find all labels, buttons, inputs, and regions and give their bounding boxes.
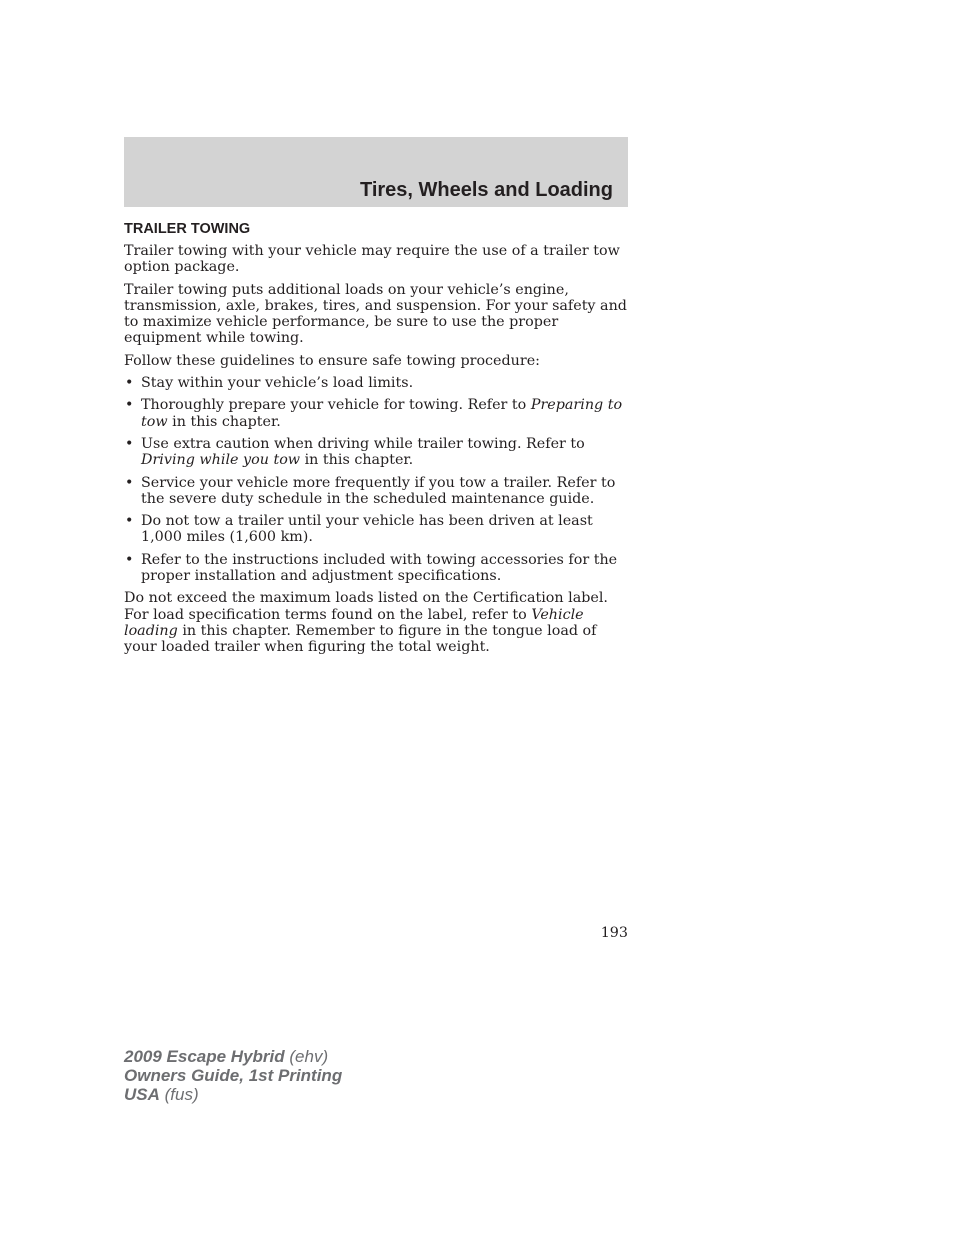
list-item xyxy=(124,375,628,391)
chapter-header-band xyxy=(124,137,628,207)
bullet-text: Use extra caution when driving while trailer towing. Refer to xyxy=(141,435,585,452)
footer-line-market xyxy=(124,1085,342,1104)
guidelines-list xyxy=(124,375,628,584)
footer-market-code: (fus) xyxy=(159,1085,199,1104)
list-item xyxy=(124,513,628,546)
list-item xyxy=(124,436,628,469)
footer-market: USA xyxy=(124,1085,160,1104)
bullet-text: Stay within your vehicle’s load limits. xyxy=(141,375,414,392)
cross-reference: Preparing to tow xyxy=(141,397,623,430)
list-item xyxy=(124,475,628,508)
bullet-text: in this chapter. xyxy=(167,413,281,430)
loads-paragraph: Trailer towing puts additional loads on your vehicle’s engine, transmission, axle, brakes, tires, and suspension. For your safety and to maximize vehicle performance, be sure to use the proper equipment while towing. xyxy=(124,281,627,347)
list-item xyxy=(124,552,628,585)
guidelines-lead: Follow these guidelines to ensure safe towing procedure: xyxy=(124,352,540,369)
closing-paragraph xyxy=(124,590,628,655)
chapter-title: Tires, Wheels and Loading xyxy=(359,179,613,201)
footer-line-model xyxy=(124,1047,342,1066)
closing-text: in this chapter. Remember to figure in the tongue load of your loaded trailer when figuring the total weight. xyxy=(124,622,597,656)
cross-reference: Driving while you tow xyxy=(141,452,301,469)
bullet-text: Service your vehicle more frequently if you tow a trailer. Refer to the severe duty schedule in the scheduled maintenance guide. xyxy=(141,474,616,507)
cross-reference: Vehicle loading xyxy=(124,606,584,639)
intro-paragraph: Trailer towing with your vehicle may require the use of a trailer tow option package. xyxy=(124,243,620,276)
section-heading: TRAILER TOWING xyxy=(124,221,251,237)
bullet-text: Thoroughly prepare your vehicle for towing. Refer to xyxy=(141,397,531,414)
footer-model-code: (ehv) xyxy=(284,1047,329,1066)
document-footer xyxy=(124,1047,342,1104)
list-item xyxy=(124,397,628,430)
closing-text: Do not exceed the maximum loads listed on the Certification label. For load specification terms found on the label, refer to xyxy=(124,590,608,623)
bullet-text: in this chapter. xyxy=(300,452,414,469)
bullet-text: Refer to the instructions included with towing accessories for the proper installation and adjustment specifications. xyxy=(141,551,618,585)
page-content xyxy=(124,220,628,662)
footer-model: 2009 Escape Hybrid xyxy=(124,1047,285,1066)
page-number: 193 xyxy=(600,925,628,941)
footer-line-edition xyxy=(124,1066,342,1085)
footer-edition: Owners Guide, 1st Printing xyxy=(124,1066,343,1085)
bullet-text: Do not tow a trailer until your vehicle has been driven at least 1,000 miles (1,600 km). xyxy=(141,513,593,546)
